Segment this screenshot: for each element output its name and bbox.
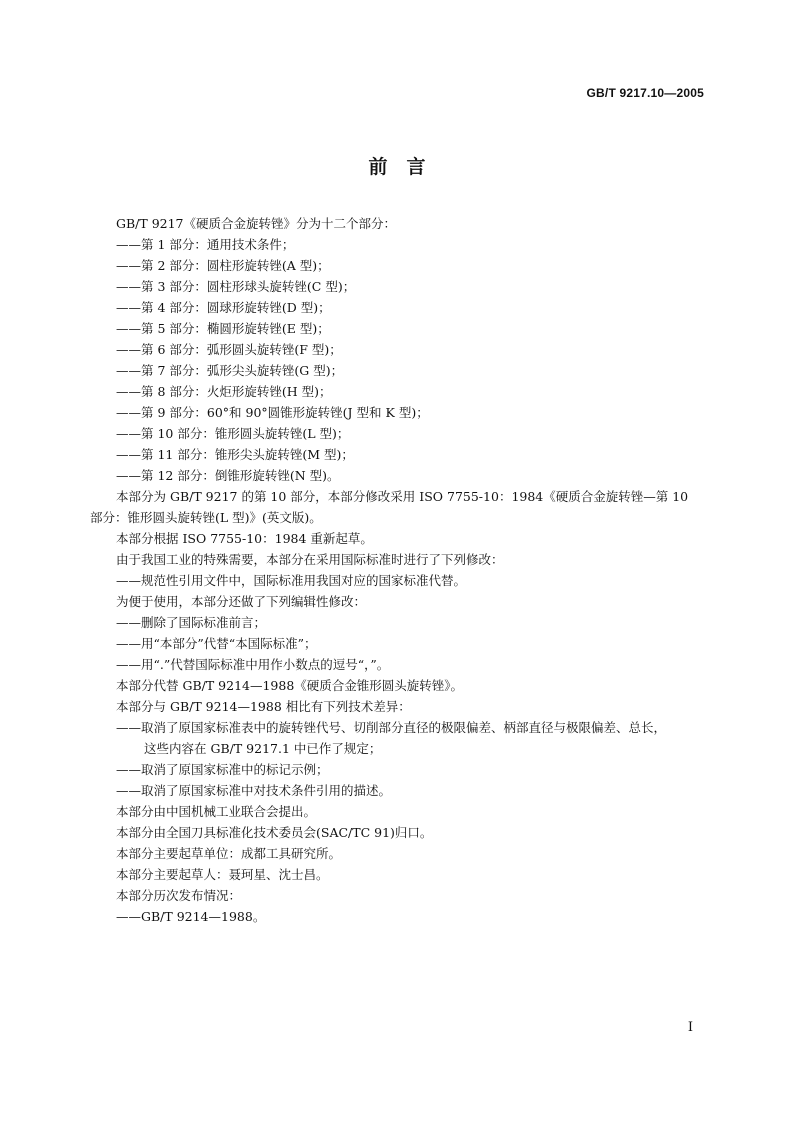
page-number: I — [687, 1020, 693, 1035]
text-line: 这些内容在 GB/T 9217.1 中已作了规定； — [144, 741, 382, 756]
text-line: ——取消了原国家标准中的标记示例； — [116, 762, 329, 777]
text-line: ——第 6 部分：弧形圆头旋转锉(F 型)； — [116, 342, 342, 357]
standard-code: GB/T 9217.10—2005 — [586, 86, 704, 100]
page-title: 前 言 — [368, 156, 426, 178]
text-line: 本部分主要起草人：聂珂星、沈士昌。 — [116, 867, 329, 882]
text-line: ——第 11 部分：锥形尖头旋转锉(M 型)； — [116, 447, 354, 462]
text-line: 本部分根据 ISO 7755-10：1984 重新起草。 — [116, 531, 373, 546]
text-line: 本部分代替 GB/T 9214—1988《硬质合金锥形圆头旋转锉》。 — [116, 678, 464, 693]
text-line: ——用“.”代替国际标准中用作小数点的逗号“，”。 — [116, 657, 390, 672]
text-line: ——第 5 部分：椭圆形旋转锉(E 型)； — [116, 321, 330, 336]
text-line: ——取消了原国家标准中对技术条件引用的描述。 — [116, 783, 392, 798]
text-line: ——删除了国际标准前言； — [116, 615, 267, 630]
text-line: 为便于使用，本部分还做了下列编辑性修改： — [116, 594, 367, 609]
text-line: 本部分主要起草单位：成都工具研究所。 — [116, 846, 342, 861]
text-line: ——取消了原国家标准表中的旋转锉代号、切削部分直径的极限偏差、柄部直径与极限偏差、总长， — [116, 720, 667, 735]
text-line: ——第 4 部分：圆球形旋转锉(D 型)； — [116, 300, 331, 315]
text-line: 由于我国工业的特殊需要，本部分在采用国际标准时进行了下列修改： — [116, 552, 504, 567]
text-line: ——第 10 部分：锥形圆头旋转锉(L 型)； — [116, 426, 350, 441]
text-line: ——第 3 部分：圆柱形球头旋转锉(C 型)； — [116, 279, 356, 294]
text-line: GB/T 9217《硬质合金旋转锉》分为十二个部分： — [116, 216, 397, 231]
text-line: ——GB/T 9214—1988。 — [116, 909, 266, 924]
text-line: ——第 8 部分：火炬形旋转锉(H 型)； — [116, 384, 332, 399]
text-line: 部分：锥形圆头旋转锉(L 型)》(英文版)。 — [90, 510, 322, 525]
text-line: 本部分由中国机械工业联合会提出。 — [116, 804, 317, 819]
text-line: 本部分由全国刀具标准化技术委员会(SAC/TC 91)归口。 — [116, 825, 433, 840]
text-line: ——第 9 部分：60°和 90°圆锥形旋转锉(J 型和 K 型)； — [116, 405, 429, 420]
text-line: ——规范性引用文件中，国际标准用我国对应的国家标准代替。 — [116, 573, 467, 588]
text-line: ——第 12 部分：倒锥形旋转锉(N 型)。 — [116, 468, 340, 483]
text-line: 本部分历次发布情况： — [116, 888, 242, 903]
foreword-body — [90, 213, 706, 927]
text-line: ——第 7 部分：弧形尖头旋转锉(G 型)； — [116, 363, 344, 378]
text-line: 本部分为 GB/T 9217 的第 10 部分，本部分修改采用 ISO 7755-10：1984《硬质合金旋转锉—第 10 — [116, 489, 689, 504]
text-line: 本部分与 GB/T 9214—1988 相比有下列技术差异： — [116, 699, 411, 714]
text-line: ——用“本部分”代替“本国际标准”； — [116, 636, 317, 651]
text-line: ——第 2 部分：圆柱形旋转锉(A 型)； — [116, 258, 330, 273]
text-line: ——第 1 部分：通用技术条件； — [116, 237, 295, 252]
